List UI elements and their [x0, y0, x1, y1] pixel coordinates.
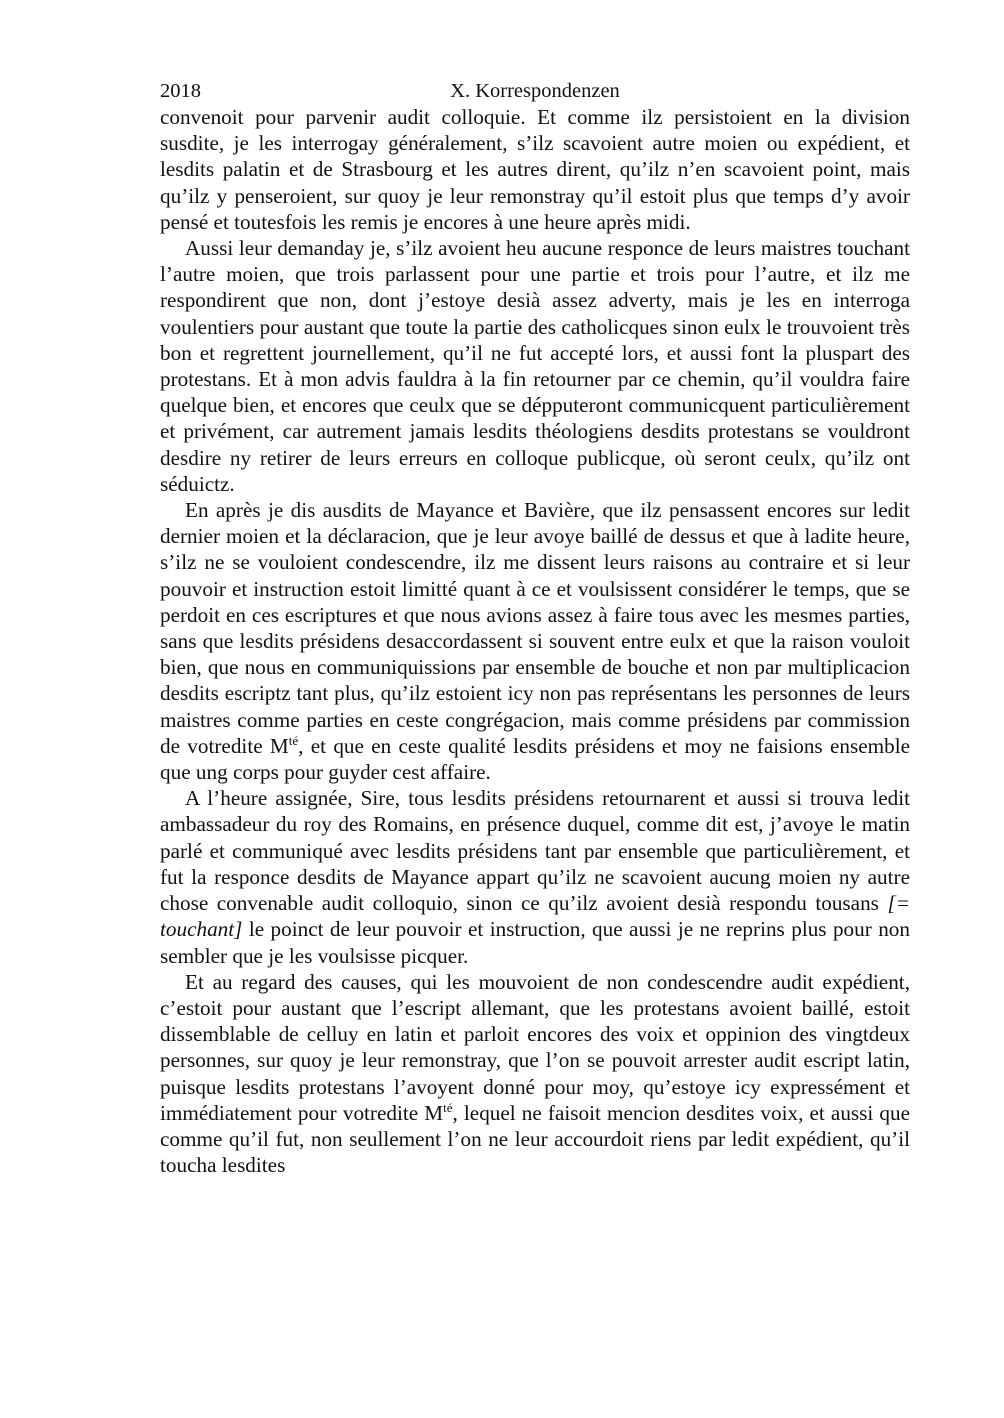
- paragraph-2: Aussi leur demanday je, s’ilz avoient heu aucune responce de leurs maistres touchant l’autre moien, que trois parlassent pour une partie et trois pour l’autre, et ilz me respondirent que non, dont j’estoye desià assez adverty, mais je les en interroga voulentiers pour austant que toute la partie des catholicques sinon eulx le trouvoient très bon et regrettent journellement, qu’il ne fut accepté lors, et aussi font la pluspart des protestans. Et à mon advis fauldra à la fin retourner par ce chemin, qu’il vouldra faire quelque bien, et encores que ceulx que se dépputeront communicquent particulièrement et privément, car autrement jamais lesdits théologiens desdits protestans se vouldront desdire ny retirer de leurs erreurs en colloque publicque, où seront ceulx, qu’ilz ont séduictz.: [160, 236, 910, 496]
- editorial-note: [= touchant]: [160, 891, 910, 942]
- page-number: 2018: [160, 80, 201, 102]
- paragraph-3: [160, 497, 910, 785]
- paragraph-1: convenoit pour parvenir audit colloquie. Et comme ilz persistoient en la division susdite, je les interrogay généralement, s’ilz scavoient autre moien ou expédient, et lesdits palatin et de Strasbourg et les autres dirent, qu’ilz n’en scavoient point, mais qu’ilz y penseroient, sur quoy je leur remonstray qu’il estoit plus que temps d’y avoir pensé et toutesfois les remis je encores à une heure après midi.: [160, 105, 910, 234]
- paragraph-3-text-a: En après je dis ausdits de Mayance et Bavière, que ilz pensassent encores sur ledit dernier moien et la déclaracion, que je leur avoye baillé de dessus et que à ladite heure, s’ilz ne se vouloient condescendre, ilz me dissent leurs raisons au contraire et si leur pouvoir et instruction estoit limitté quant à ce et voulsissent considérer le temps, que se perdoit en ces escriptures et que nous avions assez à faire tous avec les mesmes parties, sans que lesdits présidens desaccordassent si souvent entre eulx et que la raison vouloit bien, que nous en communiquissions par ensemble de bouche et non par multiplicacion desdits escriptz tant plus, qu’ilz estoient icy non pas représentans les personnes de leurs maistres comme parties en ceste congrégacion, mais comme présidens par commission de votredite M: [160, 498, 910, 758]
- running-title: X. Korrespondenzen: [450, 80, 620, 102]
- paragraph-4-text-a: A l’heure assignée, Sire, tous lesdits présidens retournarent et aussi si trouva ledit ambassadeur du roy des Romains, en présence duquel, comme dit est, j’avoye le matin parlé et communiqué avec lesdits présidens tant par ensemble que particulièrement, et fut la responce desdits de Mayance appart qu’ilz ne scavoient aucung moien ny autre chose convenable audit colloquio, sinon ce qu’ilz avoient desià respondu tousans: [160, 786, 910, 916]
- page-header: [160, 76, 910, 110]
- paragraph-4-text-b: le poinct de leur pouvoir et instruction, que aussi je ne reprins plus pour non sembler que je les voulsisse picquer.: [160, 917, 910, 968]
- paragraph-5-text-a: Et au regard des causes, qui les mouvoient de non condescendre audit expédient, c’estoit pour austant que l’escript allemant, que les protestans avoient baillé, estoit dissemblable de celluy en latin et parloit encores des voix et oppinion des vingtdeux personnes, sur quoy je leur remonstray, que l’on se pouvoit arrester audit escript latin, puisque lesdits protestans l’avoyent donné pour moy, qu’estoye icy expressément et immédiatement pour votredite M: [160, 969, 910, 1125]
- paragraph-3-text-b: , et que en ceste qualité lesdits présidens et moy ne faisions ensemble que ung corps pour guyder cest affaire.: [160, 733, 910, 785]
- paragraph-5: [160, 969, 910, 1179]
- document-page: [160, 76, 910, 1178]
- superscript-abbreviation: té: [288, 732, 299, 748]
- superscript-abbreviation: té: [443, 1099, 453, 1115]
- paragraph-5-text-b: , lequel ne faisoit mencion desdites voix, et aussi que comme qu’il fut, non seullement l’on ne leur accourdoit riens par ledit expédient, qu’il toucha lesdites: [160, 1100, 910, 1178]
- body-text: [160, 104, 910, 1178]
- paragraph-4: [160, 785, 910, 968]
